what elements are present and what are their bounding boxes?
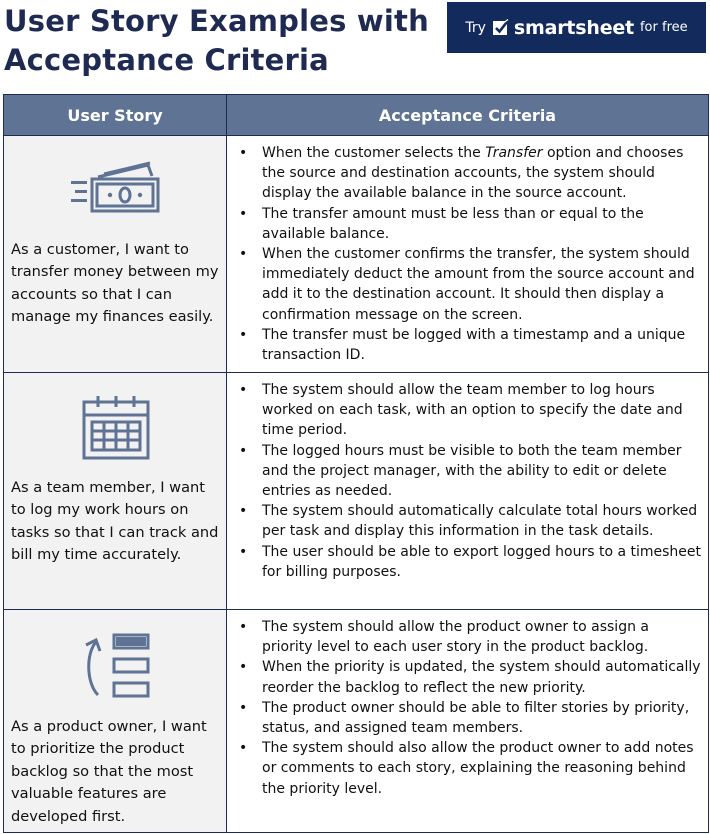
money-icon — [11, 136, 220, 239]
criteria-item: • The transfer amount must be less than or equal to the available balance. — [233, 204, 702, 244]
criteria-item: • The system should allow the team member to log hours worked on each task, with an option to specify the date and time period. — [233, 380, 702, 441]
criteria-item: • The product owner should be able to filter stories by priority, status, and assigned team members. — [233, 698, 702, 738]
criteria-item: • The user should be able to export logged hours to a timesheet for billing purposes. — [233, 542, 702, 582]
cta-brand-label: smartsheet — [513, 16, 634, 39]
criteria-list — [233, 143, 702, 365]
user-story-text: As a customer, I want to transfer money between my accounts so that I can manage my finances easily. — [11, 241, 219, 326]
criteria-item: • The system should automatically calculate total hours worked per task and display this information in the task details. — [233, 501, 702, 541]
criteria-item: • The logged hours must be visible to both the team member and the project manager, with the ability to edit or delete entries as needed. — [233, 441, 702, 502]
column-header-acceptance-criteria: Acceptance Criteria — [227, 95, 709, 136]
criteria-list — [233, 617, 702, 799]
acceptance-criteria-cell — [227, 136, 709, 373]
page-title-line-1: User Story Examples with — [4, 4, 429, 38]
page-title-line-2: Acceptance Criteria — [4, 43, 329, 77]
criteria-item: • The transfer must be logged with a timestamp and a unique transaction ID. — [233, 325, 702, 365]
cta-try-label: Try — [465, 19, 486, 36]
criteria-item: • The system should also allow the product owner to add notes or comments to each story, explaining the reasoning behind the priority level. — [233, 738, 702, 799]
table-header-row — [4, 95, 709, 136]
criteria-list — [233, 380, 702, 582]
criteria-item: • The system should allow the product owner to assign a priority level to each user story in the product backlog. — [233, 617, 702, 657]
cta-free-label: for free — [639, 20, 688, 35]
page-title — [4, 2, 434, 80]
user-story-text: As a team member, I want to log my work hours on tasks so that I can track and bill my time accurately. — [11, 479, 219, 564]
prioritize-list-icon — [11, 610, 220, 716]
column-header-user-story: User Story — [4, 95, 227, 136]
criteria-item: • When the customer selects the Transfer option and chooses the source and destination accounts, the system should display the available balance in the source account. — [233, 143, 702, 204]
acceptance-criteria-cell — [227, 610, 709, 833]
user-story-cell — [4, 136, 227, 373]
user-story-cell — [4, 610, 227, 833]
table-row — [4, 136, 709, 373]
smartsheet-check-icon — [492, 19, 509, 36]
try-smartsheet-button[interactable] — [447, 2, 706, 53]
table-row — [4, 610, 709, 833]
criteria-item: • When the customer confirms the transfer, the system should immediately deduct the amount from the source account and add it to the destination account. It should then display a confirmation message on the screen. — [233, 244, 702, 325]
acceptance-criteria-cell — [227, 373, 709, 610]
user-story-table — [3, 94, 709, 833]
user-story-text: As a product owner, I want to prioritize the product backlog so that the most valuable features are developed first. — [11, 718, 207, 825]
criteria-item: • When the priority is updated, the system should automatically reorder the backlog to reflect the new priority. — [233, 657, 702, 697]
calendar-icon — [11, 373, 220, 477]
user-story-cell — [4, 373, 227, 610]
table-row — [4, 373, 709, 610]
